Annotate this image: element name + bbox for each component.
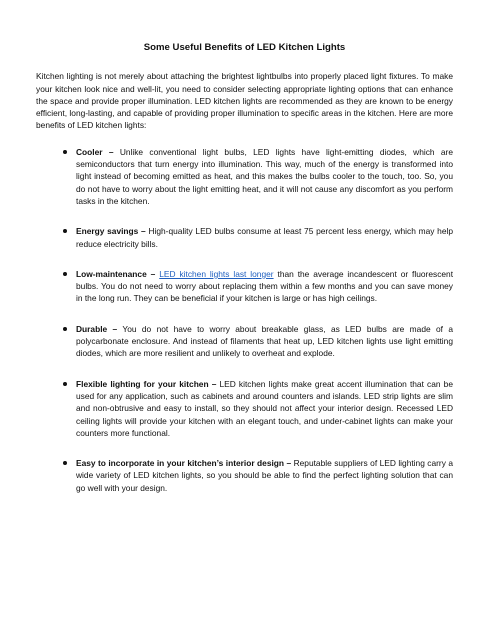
bullet-icon (63, 229, 67, 233)
benefit-text: Reputable suppliers of LED lighting carry a wide variety of LED kitchen lights, so you should be able to find the perfect lighting solution that can go well with your design. (76, 458, 453, 493)
document-title: Some Useful Benefits of LED Kitchen Lights (143, 42, 346, 53)
benefit-text: than the average incandescent or fluorescent bulbs. You do not need to worry about replacing them within a few months and you can save money in the long run. They can be beneficial if your kitchen is large or has high ceilings. (76, 268, 454, 304)
benefit-durable (36, 323, 453, 360)
benefit-text: Unlike conventional light bulbs, LED lights have light-emitting diodes, which are semiconductors that turn energy into illumination. This way, much of the energy is transformed into light instead of becoming emitted as heat, and this makes the bulbs cooler to the touch, too. So, you do not have to worry about the light emitting heat, and it will not cause any discomfort as you perform tasks in the kitchen. (76, 146, 453, 206)
benefit-flexible-lighting (36, 378, 453, 439)
benefit-term: Durable – (76, 323, 118, 334)
benefit-energy-savings (36, 225, 453, 250)
benefit-term: Cooler – (76, 146, 114, 157)
benefit-easy-to-incorporate (36, 457, 453, 494)
benefit-term: Easy to incorporate in your kitchen’s interior design – (76, 458, 292, 469)
benefits-list (36, 146, 453, 494)
benefit-text: High-quality LED bulbs consume at least 75 percent less energy, which may help reduce electricity bills. (76, 226, 453, 249)
led-lights-last-longer-link[interactable]: LED kitchen lights last longer (159, 268, 274, 279)
benefit-term: Energy savings – (76, 226, 146, 237)
bullet-icon (63, 327, 67, 331)
benefit-term: Flexible lighting for your kitchen – (76, 378, 217, 389)
benefit-text: LED kitchen lights make great accent illumination that can be used for any application, such as cabinets and around counters and islands. LED strip lights are slim and non-obtrusive and easy to install, so they should not affect your interior design. Recessed LED ceiling lights will provide your kitchen with an elegant touch, and under-cabinet lights can make your counters more functional. (76, 378, 454, 438)
bullet-icon (63, 382, 67, 386)
benefit-cooler (36, 146, 453, 207)
intro-paragraph: Kitchen lighting is not merely about attaching the brightest lightbulbs into properly placed light fixtures. To make your kitchen look nice and well-lit, you need to consider selecting appropriate lighting options that can enhance the space and provide proper illumination. LED kitchen lights are recommended as they are known to be energy efficient, long-lasting, and capable of providing proper illumination to specific areas in the kitchen. Here are more benefits of LED kitchen lights: (36, 71, 453, 131)
bullet-icon (63, 272, 67, 276)
benefit-low-maintenance (36, 268, 453, 305)
bullet-icon (63, 461, 67, 465)
benefit-text: You do not have to worry about breakable glass, as LED bulbs are made of a polycarbonate enclosure. And instead of filaments that heat up, LED kitchen lights use light emitting diodes, which are more resilient and unlikely to overheat and explode. (76, 323, 453, 359)
benefit-term: Low-maintenance – (76, 268, 156, 279)
bullet-icon (63, 150, 67, 154)
